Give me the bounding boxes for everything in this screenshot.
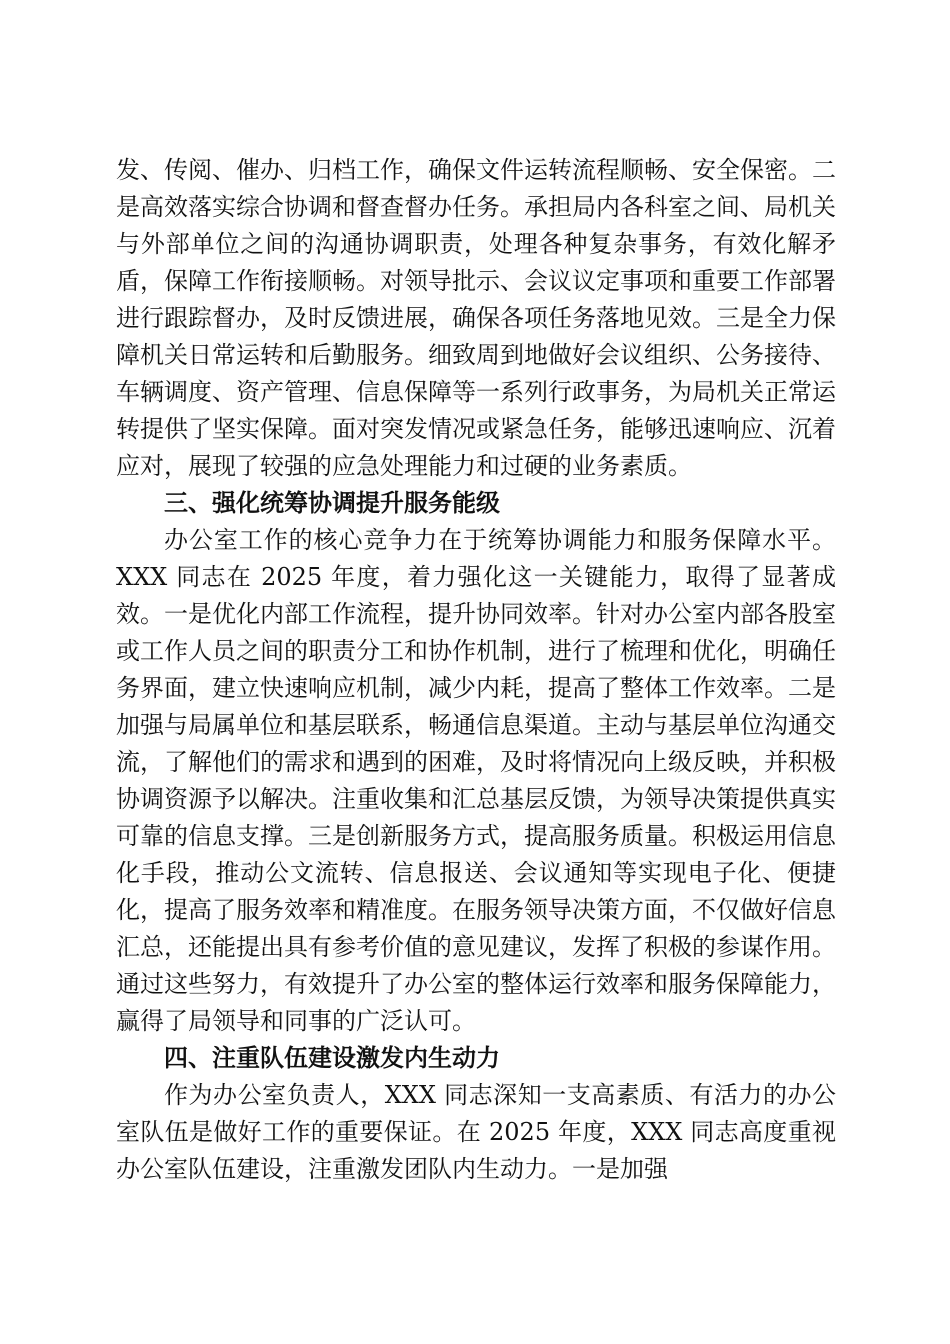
document-body	[116, 152, 836, 1188]
body-paragraph: 作为办公室负责人，XXX 同志深知一支高素质、有活力的办公室队伍是做好工作的重要保证。在 2025 年度，XXX 同志高度重视办公室队伍建设，注重激发团队内生动力。一是加强	[116, 1081, 836, 1183]
body-paragraph: 办公室工作的核心竞争力在于统筹协调能力和服务保障水平。XXX 同志在 2025 年度，着力强化这一关键能力，取得了显著成效。一是优化内部工作流程，提升协同效率。针对办公室内部各股室或工作人员之间的职责分工和协作机制，进行了梳理和优化，明确任务界面，建立快速响应机制，减少内耗，提高了整体工作效率。二是加强与局属单位和基层联系，畅通信息渠道。主动与基层单位沟通交流，了解他们的需求和遇到的困难，及时将情况向上级反映，并积极协调资源予以解决。注重收集和汇总基层反馈，为领导决策提供真实可靠的信息支撑。三是创新服务方式，提高服务质量。积极运用信息化手段，推动公文流转、信息报送、会议通知等实现电子化、便捷化，提高了服务效率和精准度。在服务领导决策方面，不仅做好信息汇总，还能提出具有参考价值的意见建议，发挥了积极的参谋作用。通过这些努力，有效提升了办公室的整体运行效率和服务保障能力，赢得了局领导和同事的广泛认可。	[116, 526, 836, 1035]
body-paragraph: 发、传阅、催办、归档工作，确保文件运转流程顺畅、安全保密。二是高效落实综合协调和督查督办任务。承担局内各科室之间、局机关与外部单位之间的沟通协调职责，处理各种复杂事务，有效化解矛盾，保障工作衔接顺畅。对领导批示、会议议定事项和重要工作部署进行跟踪督办，及时反馈进展，确保各项任务落地见效。三是全力保障机关日常运转和后勤服务。细致周到地做好会议组织、公务接待、车辆调度、资产管理、信息保障等一系列行政事务，为局机关正常运转提供了坚实保障。面对突发情况或紧急任务，能够迅速响应、沉着应对，展现了较强的应急处理能力和过硬的业务素质。	[116, 156, 836, 480]
section-heading-4: 四、注重队伍建设激发内生动力	[164, 1044, 500, 1072]
section-heading-3: 三、强化统筹协调提升服务能级	[164, 489, 500, 517]
